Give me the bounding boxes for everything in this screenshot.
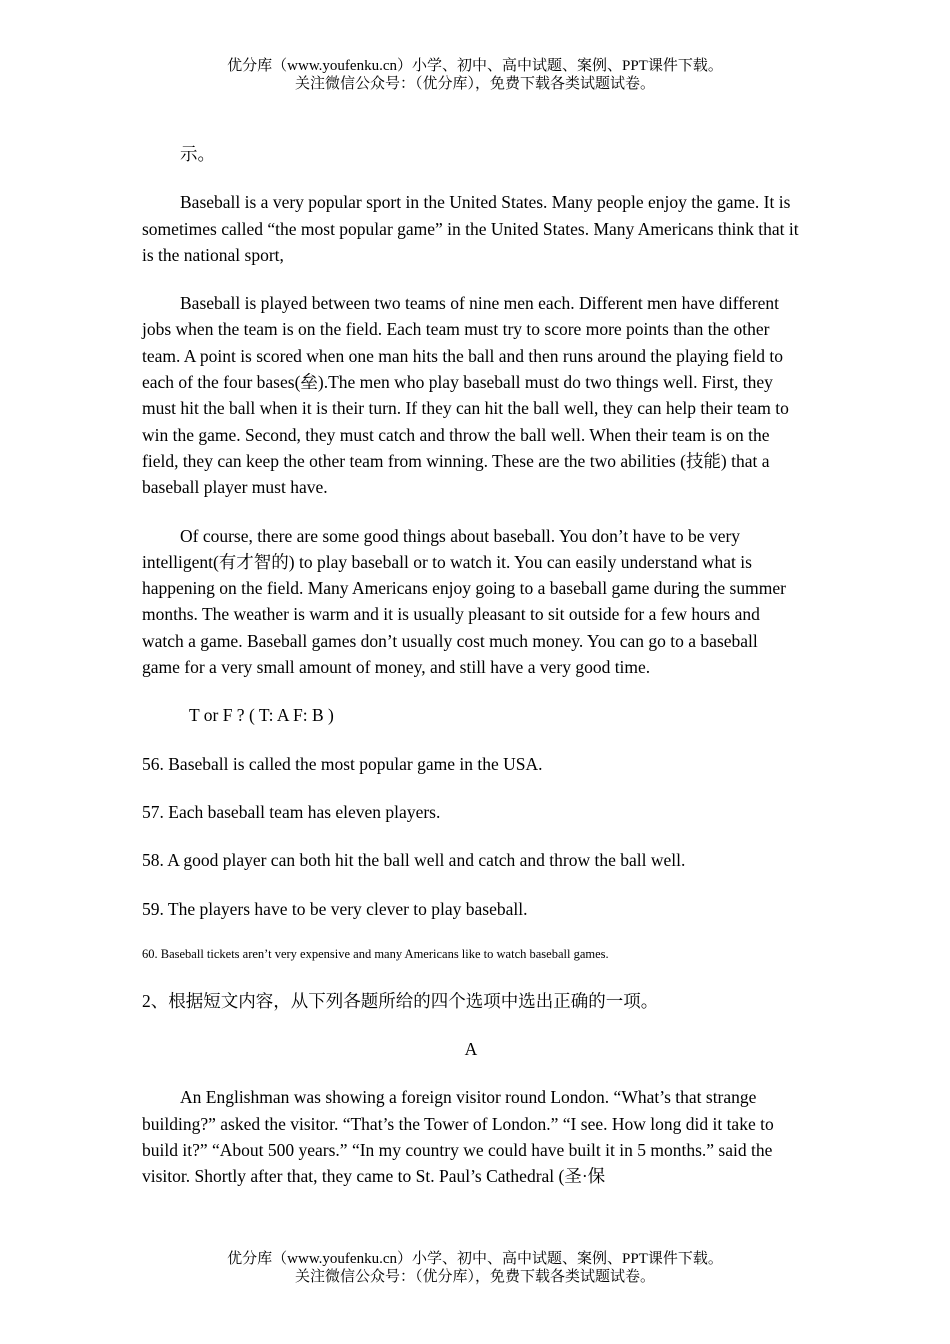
tf-instruction: T or F ? ( T: A F: B )	[189, 705, 334, 726]
footer-line-2: 关注微信公众号：（优分库），免费下载各类试题试卷。	[294, 1269, 655, 1285]
passage-label: A	[464, 1039, 478, 1060]
section-2-instruction: 2、根据短文内容，从下列各题所给的四个选项中选出正确的一项。	[142, 990, 659, 1011]
passage-a-paragraph: An Englishman was showing a foreign visitor round London. “What’s that strange building?” asked the visitor. “That’s the Tower of London.” “I see. How long did it take to build it?” “About 500 years.” “In my country we could have built it in 5 months.” said the visitor. Shortly after that, they came to St. Paul’s Cathedral (圣·保	[142, 1087, 774, 1187]
footer-line-1: 优分库（www.youfenku.cn）小学、初中、高中试题、案例、PPT课件下载。	[227, 1251, 723, 1267]
question-56: 56. Baseball is called the most popular game in the USA.	[142, 753, 543, 774]
question-60: 60. Baseball tickets aren’t very expensive and many Americans like to watch baseball games.	[142, 946, 609, 961]
document-body	[142, 141, 800, 1212]
passage-paragraph: Of course, there are some good things about baseball. You don’t have to be very intelligent(有才智的) to play baseball or to watch it. You can easily understand what is happening on the field. Many Americans enjoy going to a baseball game during the summer months. The weather is warm and it is usually pleasant to sit outside for a few hours and watch a game. Baseball games don’t usually cost much money. You can go to a baseball game for a very small amount of money, and still have a very good time.	[142, 525, 786, 678]
passage-paragraph: Baseball is played between two teams of nine men each. Different men have different jobs when the team is on the field. Each team must try to score more points than the other team. A point is scored when one man hits the ball and then runs around the playing field to each of the four bases(垒).The men who play baseball must do two things well. First, they must hit the ball when it is their turn. If they can hit the ball well, they can help their team to win the game. Second, they must catch and throw the ball well. When their team is on the field, they can keep the other team from winning. These are the two abilities (技能) that a baseball player must have.	[142, 293, 789, 498]
passage-fragment: 示。	[180, 144, 215, 164]
passage-paragraph: Baseball is a very popular sport in the United States. Many people enjoy the game. It is sometimes called “the most popular game” in the United States. Many Americans think that it is the national sport,	[142, 192, 799, 265]
page-header	[0, 57, 950, 93]
page-footer	[0, 1250, 950, 1286]
question-59: 59. The players have to be very clever to play baseball.	[142, 898, 528, 919]
question-58: 58. A good player can both hit the ball well and catch and throw the ball well.	[142, 850, 686, 871]
header-line-1: 优分库（www.youfenku.cn）小学、初中、高中试题、案例、PPT课件下载。	[227, 58, 723, 74]
question-57: 57. Each baseball team has eleven players.	[142, 801, 441, 822]
header-line-2: 关注微信公众号：（优分库），免费下载各类试题试卷。	[294, 76, 655, 92]
